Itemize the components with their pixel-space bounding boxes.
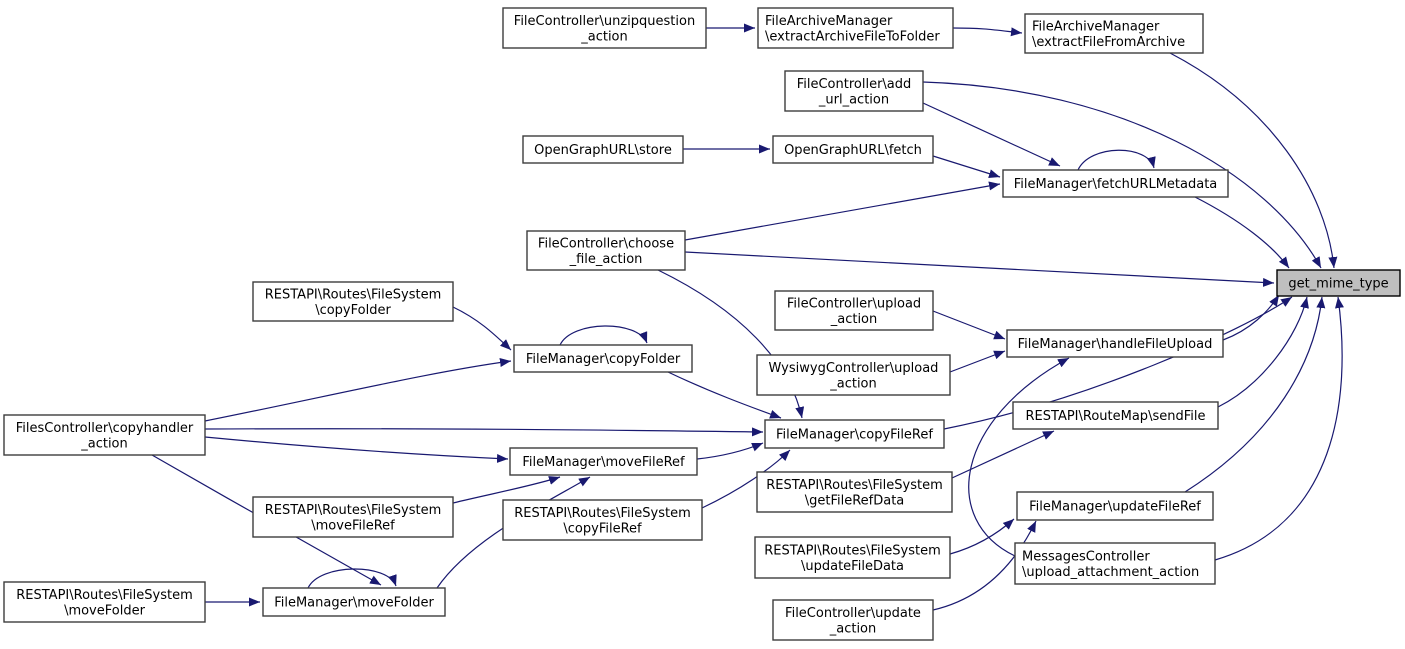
node-fm_moveFileRef[interactable] [510, 448, 697, 475]
edge-upload_action-to-handleFileUpload [933, 311, 1005, 339]
update_action-label: FileController\update _action [785, 605, 921, 637]
node-og_fetch[interactable] [773, 136, 933, 163]
node-copyhandler_action[interactable] [4, 415, 205, 455]
fm_copyFolder-label: FileManager\copyFolder [525, 352, 681, 367]
og_store-label: OpenGraphURL\store [534, 143, 672, 158]
og_fetch-label: OpenGraphURL\fetch [784, 143, 922, 158]
rest_copyFileRef-label: RESTAPI\Routes\FileSystem \copyFileRef [514, 505, 691, 537]
node-upload_action[interactable] [775, 291, 933, 330]
get_mime_type-label: get_mime_type [1288, 276, 1389, 292]
wysiwyg_upload_action-label: WysiwygController\upload _action [768, 360, 939, 392]
edge-upload_attachment_action-to-get_mime_type [1215, 297, 1342, 560]
node-updateFileRef[interactable] [1017, 492, 1213, 520]
edge-upload_attachment_action-to-handleFileUpload [969, 358, 1069, 556]
fm_moveFolder-label: FileManager\moveFolder [274, 595, 434, 611]
edge-copyhandler_action-to-fm_copyFolder [205, 361, 511, 421]
fetchURLMetadata-label: FileManager\fetchURLMetadata [1013, 177, 1218, 192]
add_url_action-label: FileController\add _url_action [796, 76, 912, 108]
node-unzipquestion_action[interactable] [503, 8, 706, 48]
edge-choose_file_action-to-fetchURLMetadata [685, 184, 1000, 240]
upload_action-label: FileController\upload _action [786, 296, 922, 327]
node-fm_moveFolder[interactable] [263, 588, 445, 616]
node-rest_moveFolder[interactable] [4, 582, 205, 622]
rest_moveFolder-label: RESTAPI\Routes\FileSystem \moveFolder [16, 587, 193, 619]
node-fm_copyFileRef[interactable] [765, 420, 944, 448]
node-add_url_action[interactable] [785, 71, 923, 111]
choose_file_action-label: FileController\choose _file_action [537, 236, 675, 267]
node-rest_copyFolder[interactable] [253, 282, 453, 321]
copyhandler_action-label: FilesController\copyhandler _action [15, 420, 194, 452]
node-rest_copyFileRef[interactable] [503, 500, 702, 540]
node-fetchURLMetadata[interactable] [1003, 170, 1228, 197]
edge-wysiwyg_upload_action-to-handleFileUpload [950, 351, 1005, 372]
updateFileRef-label: FileManager\updateFileRef [1029, 499, 1201, 515]
extractArchiveFileToFolder-label: FileArchiveManager \extractArchiveFileToFolder [765, 13, 940, 45]
fm_moveFileRef-label: FileManager\moveFileRef [522, 455, 685, 470]
nodes-layer [4, 8, 1400, 640]
rest_moveFileRef-label: RESTAPI\Routes\FileSystem \moveFileRef [264, 502, 442, 534]
edge-og_fetch-to-fetchURLMetadata [933, 156, 1000, 177]
node-sendFile[interactable] [1013, 402, 1218, 429]
edge-rest_moveFileRef-to-fm_moveFileRef [453, 477, 560, 503]
node-upload_attachment_action[interactable] [1015, 543, 1215, 584]
edge-handleFileUpload-to-get_mime_type [1223, 295, 1279, 340]
node-update_action[interactable] [773, 600, 933, 640]
node-get_mime_type[interactable] [1277, 270, 1400, 296]
edge-extractFileFromArchive-to-get_mime_type [1170, 53, 1334, 268]
edge-updateFileRef-to-get_mime_type [1185, 297, 1322, 492]
getFileRefData-label: RESTAPI\Routes\FileSystem \getFileRefData [766, 477, 943, 509]
fm_copyFileRef-label: FileManager\copyFileRef [776, 427, 933, 443]
edge-sendFile-to-get_mime_type [1218, 297, 1307, 407]
extractFileFromArchive-label: FileArchiveManager \extractFileFromArchive [1032, 19, 1186, 50]
edge-fm_moveFileRef-to-fm_copyFileRef [697, 443, 763, 459]
edge-fetchURLMetadata-to-get_mime_type [1195, 197, 1289, 268]
sendFile-label: RESTAPI\RouteMap\sendFile [1025, 409, 1206, 424]
node-extractFileFromArchive[interactable] [1025, 14, 1203, 53]
rest_copyFolder-label: RESTAPI\Routes\FileSystem \copyFolder [264, 287, 442, 318]
edge-rest_copyFolder-to-fm_copyFolder [453, 307, 511, 350]
edge-fm_copyFolder-to-fm_copyFolder [560, 326, 647, 345]
updateFileData-label: RESTAPI\Routes\FileSystem \updateFileData [764, 543, 941, 574]
upload_attachment_action-label: MessagesController \upload_attachment_action [1022, 549, 1200, 580]
node-handleFileUpload[interactable] [1007, 330, 1223, 357]
edge-extractArchiveFileToFolder-to-extractFileFromArchive [953, 28, 1022, 33]
node-rest_moveFileRef[interactable] [253, 497, 453, 537]
edge-fm_moveFolder-to-fm_moveFolder [308, 569, 396, 588]
edge-updateFileData-to-updateFileRef [950, 519, 1014, 554]
edge-copyhandler_action-to-fm_moveFileRef [205, 437, 508, 459]
handleFileUpload-label: FileManager\handleFileUpload [1017, 337, 1213, 352]
node-og_store[interactable] [523, 136, 683, 163]
node-fm_copyFolder[interactable] [514, 345, 692, 372]
node-choose_file_action[interactable] [527, 231, 685, 270]
node-wysiwyg_upload_action[interactable] [757, 355, 950, 395]
edge-fetchURLMetadata-to-fetchURLMetadata [1078, 150, 1154, 170]
unzipquestion_action-label: FileController\unzipquestion _action [513, 13, 696, 45]
edge-copyhandler_action-to-fm_copyFileRef [205, 429, 763, 432]
node-updateFileData[interactable] [755, 537, 950, 578]
edge-add_url_action-to-fetchURLMetadata [923, 103, 1060, 166]
edge-getFileRefData-to-sendFile [952, 431, 1054, 478]
node-getFileRefData[interactable] [757, 472, 952, 512]
node-extractArchiveFileToFolder[interactable] [758, 8, 953, 48]
edge-choose_file_action-to-get_mime_type [685, 252, 1274, 283]
